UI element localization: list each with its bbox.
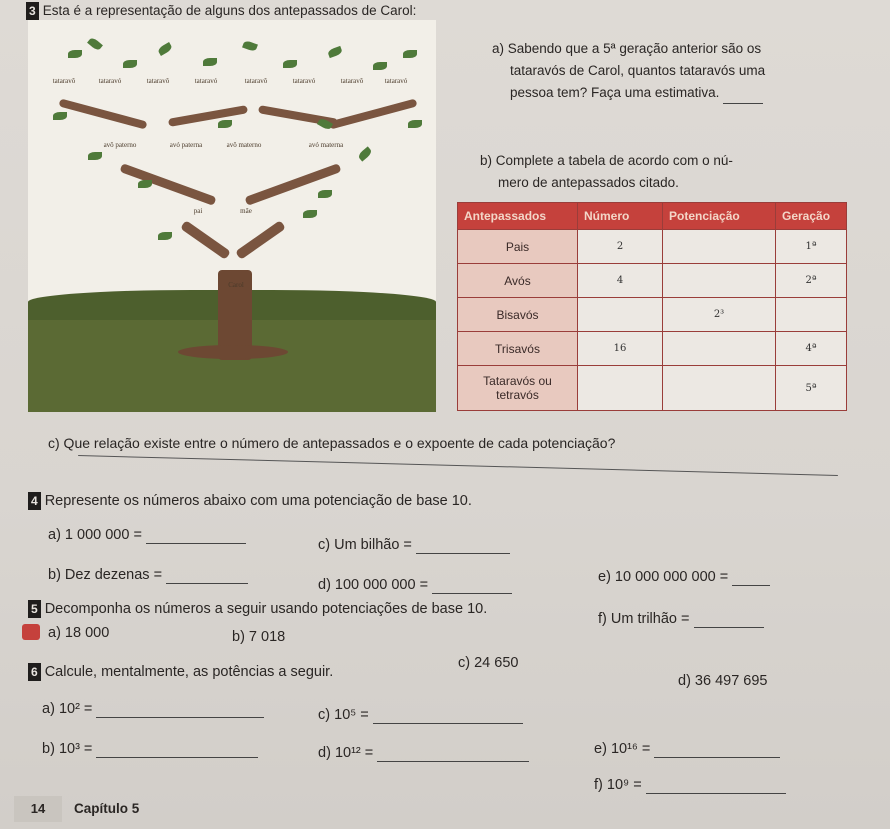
q6c: c) 10⁵ = [318,706,523,724]
q4e: e) 10 000 000 000 = [598,568,770,586]
branch [168,105,248,127]
tree-label: avô paterno [103,141,137,149]
q4c: c) Um bilhão = [318,536,510,554]
tree-label: Carol [228,281,244,289]
q4-heading: 4 Represente os números abaixo com uma potenciação de base 10. [28,492,472,510]
branch [235,220,286,260]
table-cell[interactable] [663,230,776,264]
q6a: a) 10² = [42,700,264,718]
table-cell[interactable]: 5ª [776,366,847,411]
table-row [458,332,847,366]
q6d: d) 10¹² = [318,744,529,762]
activity-icon [22,624,40,640]
table-cell[interactable] [578,298,663,332]
table-cell[interactable]: 2 [578,230,663,264]
answer-blank[interactable] [646,779,786,794]
table-row [458,366,847,411]
table-cell[interactable]: 4ª [776,332,847,366]
branch [328,98,417,129]
answer-blank[interactable] [723,89,763,104]
table-cell: Tataravós ou tetravós [458,366,578,411]
branch [244,163,341,206]
table-cell[interactable]: 1ª [776,230,847,264]
q6-heading: 6 Calcule, mentalmente, as potências a seguir. [28,663,333,681]
q4f: f) Um trilhão = [598,610,764,628]
roots [178,345,288,359]
answer-blank[interactable] [654,743,780,758]
tree-label: tataravó [98,77,122,85]
table-cell: Pais [458,230,578,264]
q3c-text: c) Que relação existe entre o número de antepassados e o expoente de cada potenciação? [48,435,616,451]
tree-label: avó paterna [169,141,203,149]
q6b: b) 10³ = [42,740,258,758]
q5d: d) 36 497 695 [678,673,768,689]
chapter-label: Capítulo 5 [74,801,140,816]
page-number: 14 [14,796,62,822]
table-header-row [458,203,847,230]
table-cell[interactable] [776,298,847,332]
answer-blank[interactable] [96,743,258,758]
tree-label: pai [193,207,203,215]
tree-label: tataravô [52,77,76,85]
q3a-text: a) Sabendo que a 5ª geração anterior são os tataravós de Carol, quantos tataravós uma pessoa tem? Faça uma estimativa. [492,38,765,104]
tree-label: tataravô [146,77,170,85]
table-header: Antepassados [458,203,578,230]
tree-label: avô materno [226,141,262,149]
q4d: d) 100 000 000 = [318,576,512,594]
q4b: b) Dez dezenas = [48,566,248,584]
branch [58,98,147,129]
answer-blank[interactable] [694,613,764,628]
q5-heading: 5 Decomponha os números a seguir usando potenciações de base 10. [28,600,487,618]
answer-blank[interactable] [732,571,770,586]
table-cell[interactable]: 2ª [776,264,847,298]
table-cell[interactable] [663,366,776,411]
table-cell[interactable]: 16 [578,332,663,366]
branch [119,163,216,206]
table-cell[interactable]: 2³ [663,298,776,332]
table-cell[interactable] [578,366,663,411]
table-cell[interactable]: 4 [578,264,663,298]
answer-blank[interactable] [432,579,512,594]
q3c-answer-line[interactable] [78,455,838,476]
answer-blank[interactable] [377,747,529,762]
q6f: f) 10⁹ = [594,776,786,794]
table-header: Número [578,203,663,230]
answer-blank[interactable] [146,529,246,544]
table-row [458,230,847,264]
table-header: Geração [776,203,847,230]
family-tree-illustration [28,20,436,412]
tree-label: tataravó [194,77,218,85]
table-cell: Avós [458,264,578,298]
answer-blank[interactable] [166,569,248,584]
table-cell[interactable] [663,332,776,366]
table-row [458,298,847,332]
tree-label: mãe [240,207,252,215]
tree-label: tataravó [292,77,316,85]
q5b: b) 7 018 [232,629,286,645]
q5c: c) 24 650 [458,655,519,671]
q4a: a) 1 000 000 = [48,526,246,544]
table-row [458,264,847,298]
tree-label: tataravó [384,77,408,85]
tree-label: avó materna [308,141,344,149]
tree-label: tataravô [340,77,364,85]
q3-number: 3 [26,2,39,20]
q3-intro: 3 Esta é a representação de alguns dos antepassados de Carol: [26,2,416,20]
table-cell: Bisavós [458,298,578,332]
q5a: a) 18 000 [48,625,110,641]
tree-label: tataravô [244,77,268,85]
q6e: e) 10¹⁶ = [594,740,780,758]
table-header: Potenciação [663,203,776,230]
table-cell: Trisavós [458,332,578,366]
answer-blank[interactable] [96,703,264,718]
ancestors-table [457,202,847,411]
q3b-text: b) Complete a tabela de acordo com o nú- mero de antepassados citado. [480,153,733,190]
answer-blank[interactable] [416,539,510,554]
answer-blank[interactable] [373,709,523,724]
table-cell[interactable] [663,264,776,298]
branch [180,220,231,260]
